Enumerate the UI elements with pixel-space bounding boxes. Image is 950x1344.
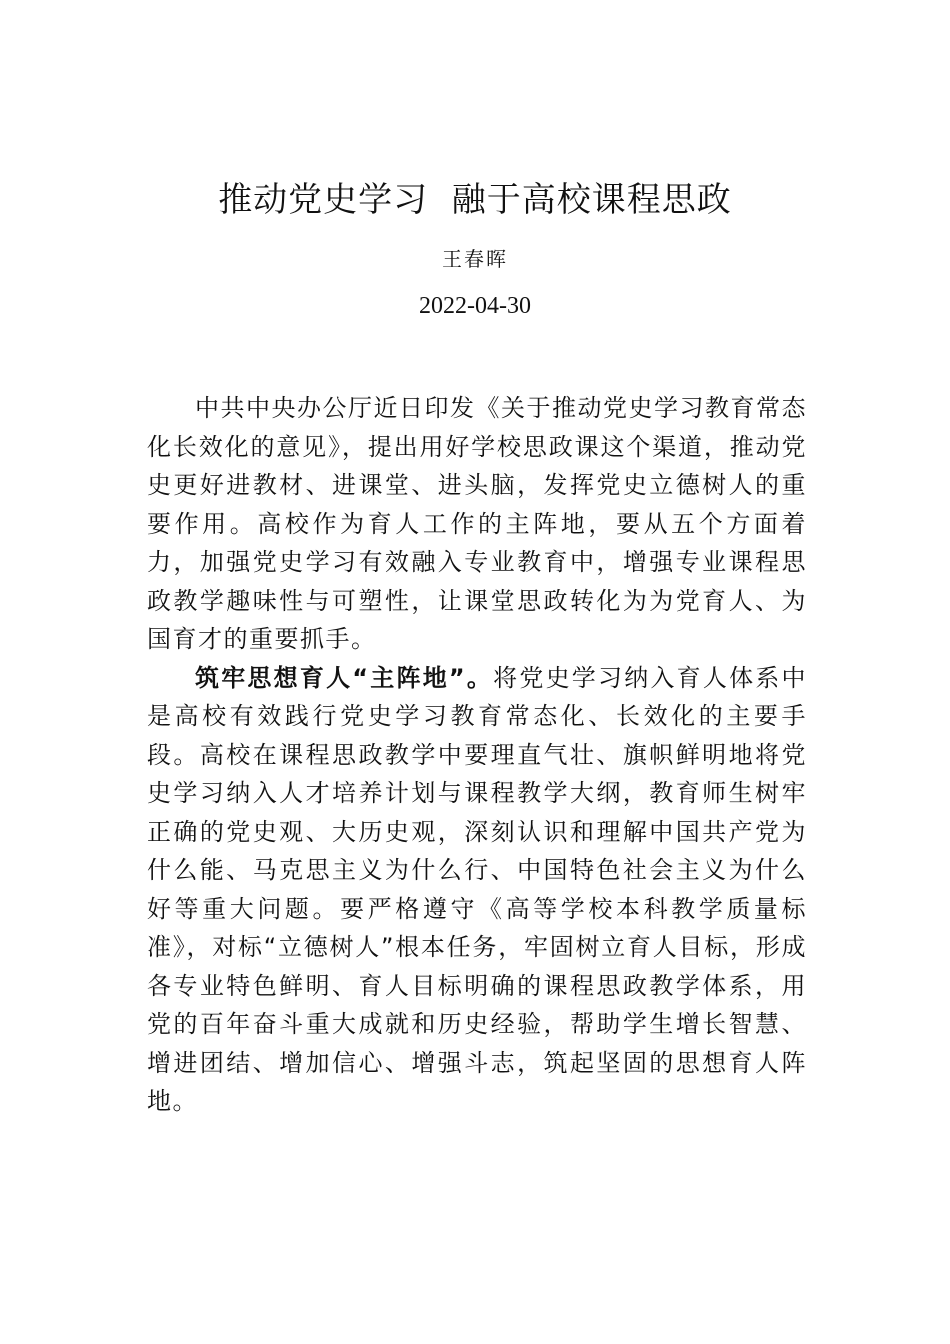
article-title: 推动党史学习 融于高校课程思政 bbox=[218, 180, 732, 220]
author-name: 王春晖 bbox=[442, 247, 508, 271]
paragraph-text: 将党史学习纳入育人体系中是高校有效践行党史学习教育常态化、长效化的主要手段。高校在课程思政教学中要理直气壮、旗帜鲜明地将党史学习纳入人才培养计划与课程教学大纲，教育师生树牢正确的党史观、大历史观，深刻认识和理解中国共产党为什么能、马克思主义为什么行、中国特色社会主义为什么好等重大问题。要严格遵守《高等学校本科教学质量标准》，对标“立德树人”根本任务，牢固树立育人目标，形成各专业特色鲜明、育人目标明确的课程思政教学体系，用党的百年奋斗重大成就和历史经验，帮助学生增长智慧、增进团结、增加信心、增强斗志，筑起坚固的思想育人阵地。 bbox=[147, 663, 808, 1115]
paragraph bbox=[147, 659, 807, 1121]
paragraph-text: 中共中央办公厅近日印发《关于推动党史学习教育常态化长效化的意见》，提出用好学校思政课这个渠道，推动党史更好进教材、进课堂、进头脑，发挥党史立德树人的重要作用。高校作为育人工作的主阵地，要从五个方面着力，加强党史学习有效融入专业教育中，增强专业课程思政教学趣味性与可塑性，让课堂思政转化为为党育人、为国育才的重要抓手。 bbox=[147, 394, 807, 653]
article-body bbox=[147, 389, 807, 1121]
paragraph bbox=[147, 389, 807, 659]
publish-date: 2022-04-30 bbox=[419, 293, 531, 319]
paragraph-lead: 筑牢思想育人“主阵地”。 bbox=[195, 663, 494, 692]
